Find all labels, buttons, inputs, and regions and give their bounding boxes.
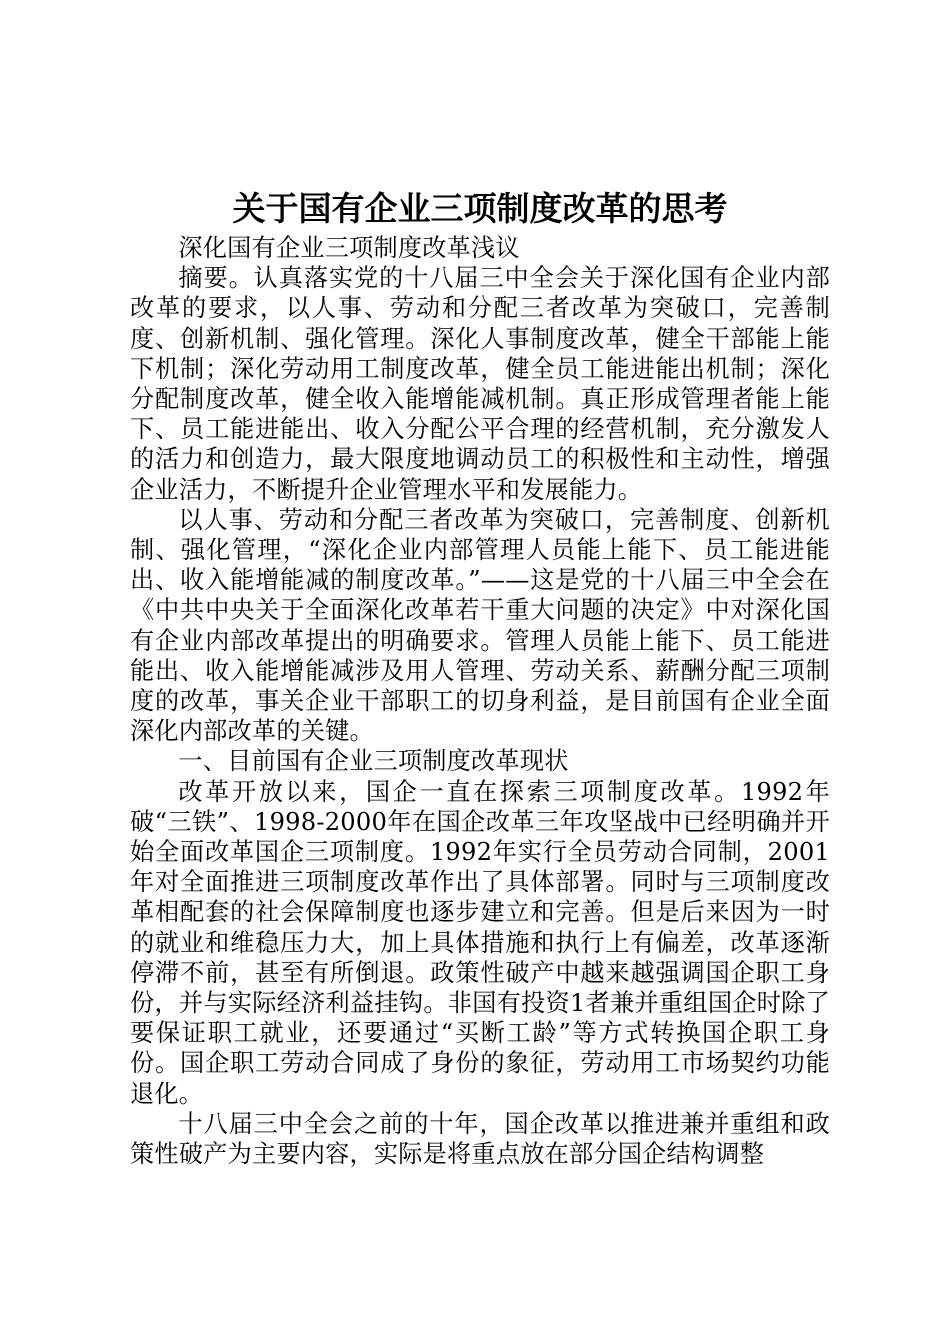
section-heading: 一、目前国有企业三项制度改革现状 [178, 747, 569, 776]
document-page [130, 0, 830, 1344]
abstract-paragraph: 摘要。认真落实党的十八届三中全会关于深化国有企业内部改革的要求，以人事、劳动和分配三者改革为突破口，完善制度、创新机制、强化管理。深化人事制度改革，健全干部能上能下机制；深化劳动用工制度改革，健全员工能进能出机制；深化分配制度改革，健全收入能增能减机制。真正形成管理者能上能下、员工能进能出、收入分配公平合理的经营机制，充分激发人的活力和创造力，最大限度地调动员工的积极性和主动性，增强企业活力，不断提升企业管理水平和发展能力。 [130, 264, 830, 504]
body-paragraph: 改革开放以来，国企一直在探索三项制度改革。1992年破“三铁”、1998-2000年在国企改革三年攻坚战中已经明确并开始全面改革国企三项制度。1992年实行全员劳动合同制，2001年对全面推进三项制度改革作出了具体部署。同时与三项制度改革相配套的社会保障制度也逐步建立和完善。但是后来因为一时的就业和维稳压力大，加上具体措施和执行上有偏差，改革逐渐停滞不前，甚至有所倒退。政策性破产中越来越强调国企职工身份，并与实际经济利益挂钩。非国有投资1者兼并重组国企时除了要保证职工就业，还要通过“买断工龄”等方式转换国企职工身份。国企职工劳动合同成了身份的象征，劳动用工市场契约功能退化。 [130, 777, 830, 1108]
body-paragraph: 十八届三中全会之前的十年，国企改革以推进兼并重组和政策性破产为主要内容，实际是将重点放在部分国企结构调整 [130, 1109, 830, 1169]
subtitle-paragraph: 深化国有企业三项制度改革浅议 [178, 234, 520, 262]
body-paragraph: 以人事、劳动和分配三者改革为突破口，完善制度、创新机制、强化管理，“深化企业内部管理人员能上能下、员工能进能出、收入能增能减的制度改革。”——这是党的十八届三中全会在《中共中央关于全面深化改革若干重大问题的决定》中对深化国有企业内部改革提出的明确要求。管理人员能上能下、员工能进能出、收入能增能减涉及用人管理、劳动关系、薪酬分配三项制度的改革，事关企业干部职工的切身利益，是目前国有企业全面深化内部改革的关键。 [130, 505, 830, 746]
document-title: 关于国有企业三项制度改革的思考 [232, 189, 728, 228]
document-body [130, 233, 830, 1169]
